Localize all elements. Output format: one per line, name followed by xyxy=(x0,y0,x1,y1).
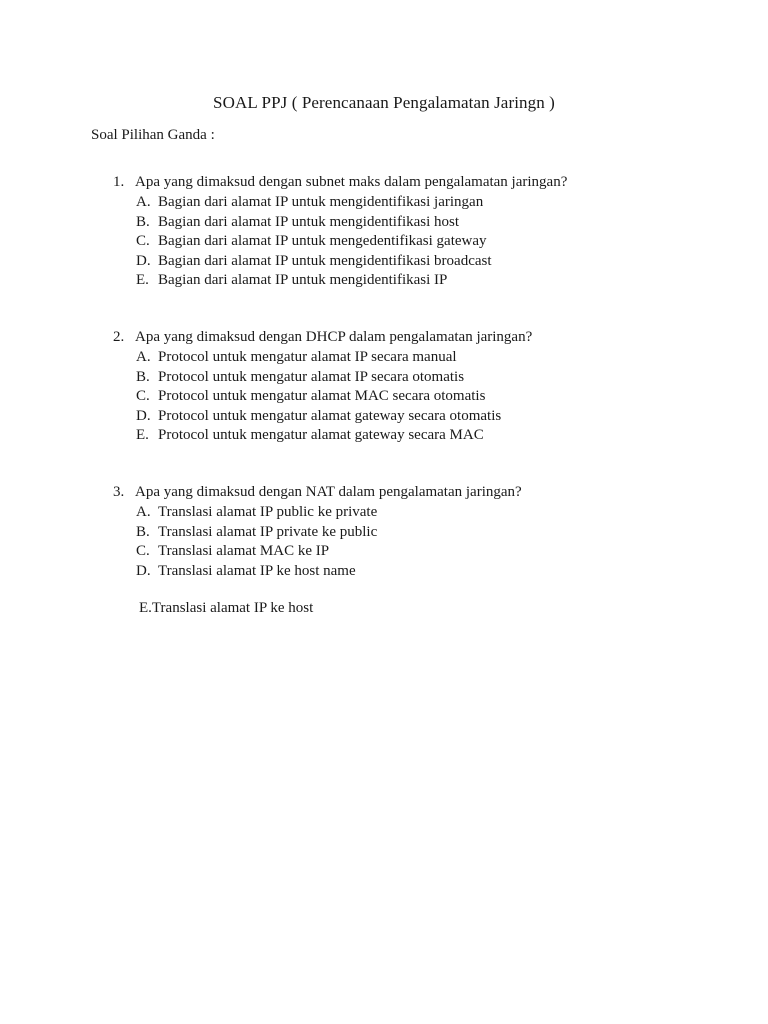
option-b xyxy=(136,213,492,233)
option-text: Bagian dari alamat IP untuk mengidentifikasi jaringan xyxy=(158,194,484,210)
option-text: Bagian dari alamat IP untuk mengidentifikasi broadcast xyxy=(158,252,492,269)
option-b xyxy=(136,523,377,543)
question-1-options xyxy=(136,193,492,291)
option-a xyxy=(136,503,377,523)
question-text: Apa yang dimaksud dengan subnet maks dalam pengalamatan jaringan? xyxy=(135,174,568,190)
option-text: Translasi alamat IP ke host name xyxy=(158,562,356,579)
option-text: Protocol untuk mengatur alamat IP secara otomatis xyxy=(158,368,465,385)
option-letter: D. xyxy=(136,562,151,579)
question-text: Apa yang dimaksud dengan NAT dalam pengalamatan jaringan? xyxy=(135,484,522,500)
option-text: Protocol untuk mengatur alamat gateway secara otomatis xyxy=(158,407,502,424)
option-e-unformatted: E.Translasi alamat IP ke host xyxy=(139,600,314,616)
option-text: Translasi alamat IP private ke public xyxy=(158,523,378,540)
option-letter: B. xyxy=(136,213,150,230)
option-a xyxy=(136,193,492,213)
question-number: 2. xyxy=(113,329,125,345)
option-d xyxy=(136,252,492,272)
option-c xyxy=(136,387,501,407)
option-e xyxy=(136,426,501,446)
option-c xyxy=(136,232,492,252)
option-letter: C. xyxy=(136,388,150,405)
option-letter: A. xyxy=(136,504,151,520)
question-number: 3. xyxy=(113,484,125,500)
option-text: Protocol untuk mengatur alamat gateway secara MAC xyxy=(158,427,484,444)
option-e xyxy=(136,271,492,291)
option-text: Translasi alamat IP public ke private xyxy=(158,504,378,520)
question-text: Apa yang dimaksud dengan DHCP dalam pengalamatan jaringan? xyxy=(135,329,533,345)
question-number: 1. xyxy=(113,174,125,190)
option-letter: E. xyxy=(136,272,149,289)
option-letter: B. xyxy=(136,368,150,385)
option-d xyxy=(136,407,501,427)
question-1 xyxy=(113,174,567,191)
option-letter: A. xyxy=(136,349,151,365)
question-2-options xyxy=(136,348,501,446)
option-letter: C. xyxy=(136,233,150,250)
option-d xyxy=(136,562,377,582)
option-text: Translasi alamat MAC ke IP xyxy=(158,543,330,560)
question-3-options xyxy=(136,503,377,581)
section-subtitle: Soal Pilihan Ganda : xyxy=(91,127,215,143)
option-letter: D. xyxy=(136,407,151,424)
option-letter: D. xyxy=(136,252,151,269)
option-letter: B. xyxy=(136,523,150,540)
option-b xyxy=(136,368,501,388)
option-letter: A. xyxy=(136,194,151,210)
option-text: Protocol untuk mengatur alamat MAC secara otomatis xyxy=(158,388,486,405)
option-letter: C. xyxy=(136,543,150,560)
option-c xyxy=(136,542,377,562)
option-text: Bagian dari alamat IP untuk mengedentifikasi gateway xyxy=(158,233,487,250)
option-text: Protocol untuk mengatur alamat IP secara manual xyxy=(158,349,457,365)
option-text: Bagian dari alamat IP untuk mengidentifikasi host xyxy=(158,213,460,230)
document-title: SOAL PPJ ( Perencanaan Pengalamatan Jaringn ) xyxy=(213,93,555,112)
option-a xyxy=(136,348,501,368)
option-letter: E. xyxy=(136,427,149,444)
option-text: Bagian dari alamat IP untuk mengidentifikasi IP xyxy=(158,272,448,289)
question-3 xyxy=(113,484,522,501)
question-2 xyxy=(113,329,532,346)
